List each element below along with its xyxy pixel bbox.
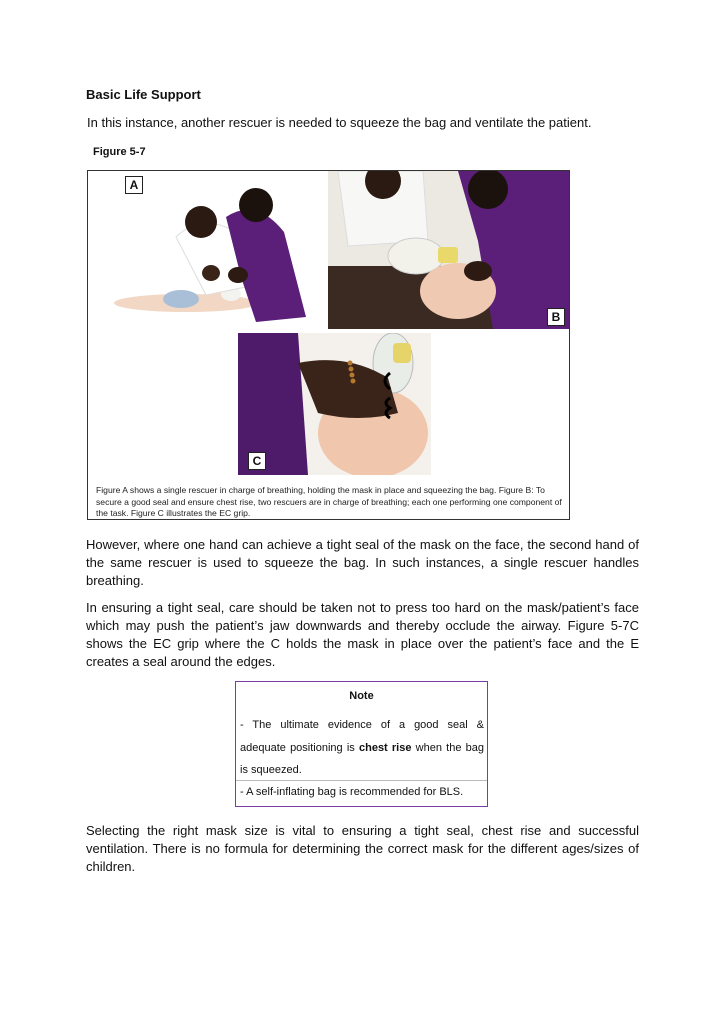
photo-a-illustration — [106, 177, 316, 327]
note-item-self-inflating-bag: - A self-inflating bag is recommended for BLS. — [240, 786, 464, 798]
intro-paragraph: In this instance, another rescuer is needed to squeeze the bag and ventilate the patient. — [87, 115, 592, 130]
photo-c-illustration — [238, 333, 431, 475]
note-box — [235, 681, 488, 807]
paragraph-single-rescuer: However, where one hand can achieve a tight seal of the mask on the face, the second hand of the same rescuer is used to squeeze the bag. In such instances, a single rescuer handles breathing. — [86, 537, 639, 588]
note-item1-text: - The ultimate evidence of a good seal & adequate positioning is — [240, 719, 484, 754]
paragraph-tight-seal: In ensuring a tight seal, care should be taken not to press too hard on the mask/patient’s face which may push the patient’s jaw downwards and thereby occlude the airway. Figure 5-7C shows the EC grip where the C holds the mask in place over the patient’s face and the E creates a seal around the edges. — [86, 600, 639, 669]
section-title: Basic Life Support — [86, 87, 201, 102]
panel-b-tag: B — [547, 308, 565, 326]
panel-a-tag: A — [125, 176, 143, 194]
photo-panel-b — [328, 171, 570, 329]
figure-caption: Figure A shows a single rescuer in charge of breathing, holding the mask in place and squeezing the bag. Figure B: To secure a good seal and ensure chest rise, two rescuers are in charge of breathing; each one performing one component of the task. Figure C illustrates the EC grip. — [96, 485, 562, 518]
note-item-chest-rise — [240, 714, 484, 782]
note-divider — [236, 780, 487, 781]
photo-panel-a — [106, 177, 316, 327]
figure-label: Figure 5-7 — [93, 146, 146, 158]
note-item1-text-end: when the bag is squeezed. — [240, 741, 484, 776]
note-title: Note — [349, 690, 374, 702]
photo-b-illustration — [328, 171, 570, 329]
figure-5-7 — [87, 170, 570, 520]
note-item1-emphasis: chest rise — [358, 741, 412, 754]
panel-c-tag: C — [248, 452, 266, 470]
paragraph-mask-size: Selecting the right mask size is vital to ensuring a tight seal, chest rise and successful ventilation. There is no formula for determining the correct mask for the different ages/sizes of children. — [86, 823, 639, 874]
photo-panel-c — [238, 333, 431, 475]
